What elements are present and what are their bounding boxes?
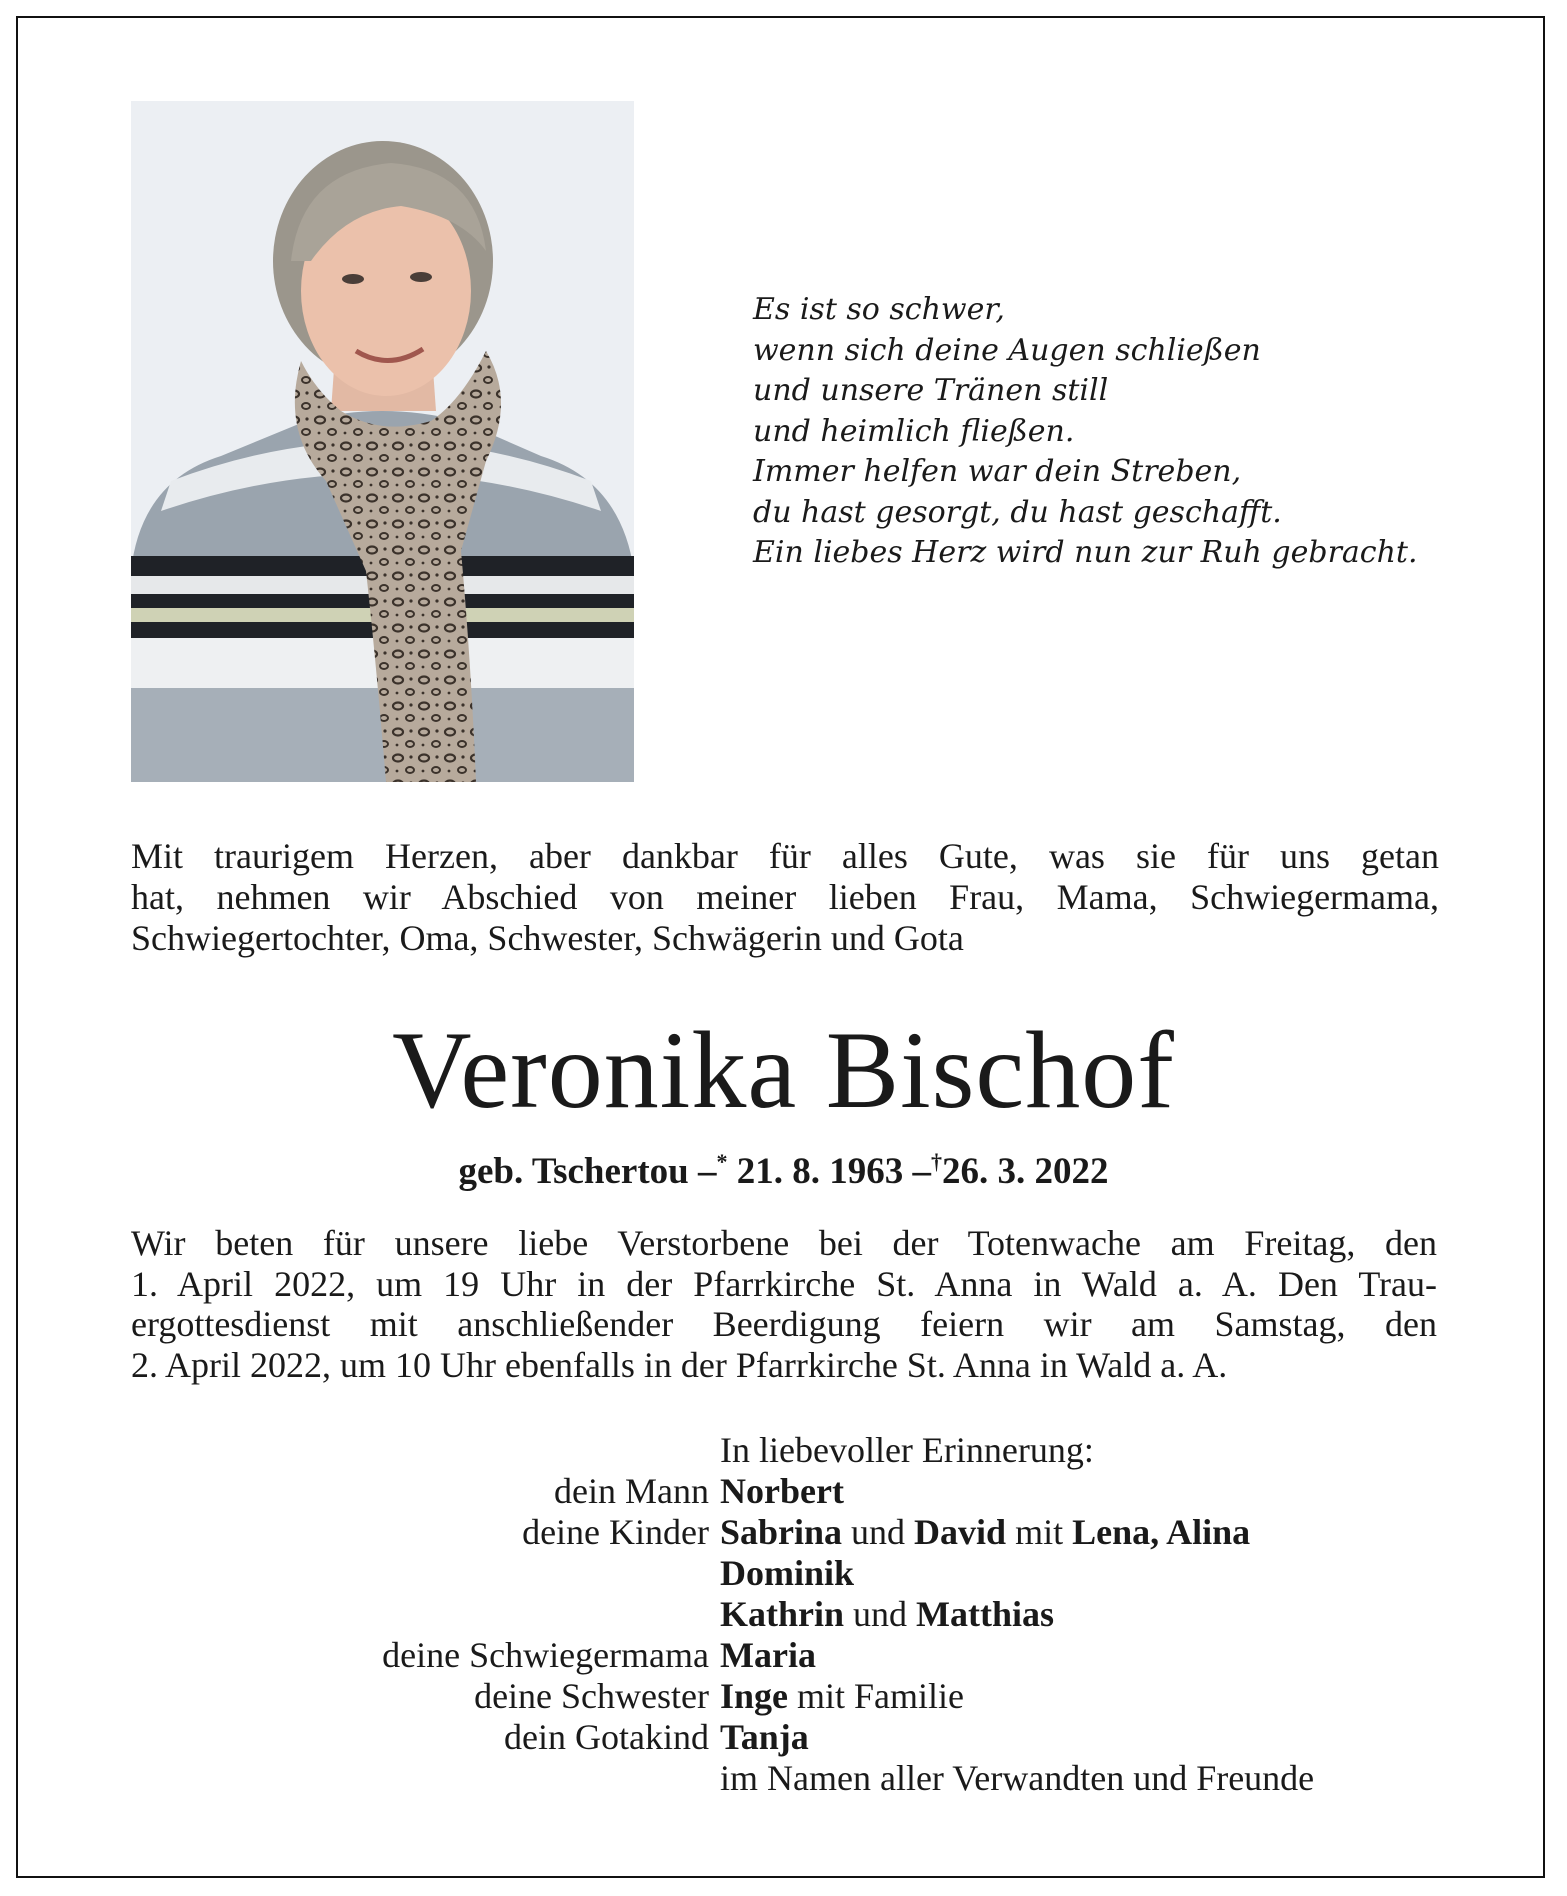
- mourner-relation: deine Schwiegermama: [382, 1635, 709, 1675]
- maiden-name: geb. Tschertou: [458, 1151, 689, 1192]
- mourner-row: [0, 1635, 1567, 1676]
- mourner-name: Dominik: [720, 1553, 855, 1593]
- mourners-rows: [0, 1471, 1567, 1799]
- mourner-names: [720, 1553, 854, 1594]
- mourner-relation: dein Mann: [554, 1471, 709, 1511]
- service-line: 2. April 2022, um 10 Uhr ebenfalls in der Pfarrkirche St. Anna in Wald a. A.: [131, 1344, 1228, 1385]
- mourner-names: [720, 1594, 1054, 1635]
- mourner-names: [720, 1676, 964, 1717]
- mourner-name: Maria: [720, 1635, 816, 1675]
- death-date: 26. 3. 2022: [942, 1151, 1109, 1192]
- mourner-connector: mit Familie: [788, 1676, 965, 1716]
- mourner-row: [0, 1594, 1567, 1635]
- mourner-name: Lena, Alina: [1072, 1512, 1251, 1552]
- mourner-name: Tanja: [720, 1717, 809, 1757]
- mourners-heading: In liebevoller Erinnerung:: [720, 1430, 1094, 1470]
- mourner-row: [0, 1512, 1567, 1553]
- deceased-name: Veronika Bischof: [392, 1009, 1175, 1131]
- mourner-row: [0, 1758, 1567, 1799]
- dash: –: [912, 1151, 931, 1192]
- poem-line: und unsere Tränen still: [753, 373, 1109, 408]
- birth-symbol: *: [716, 1149, 728, 1174]
- mourner-connector: und: [844, 1594, 917, 1634]
- service-text: [131, 1223, 1437, 1385]
- poem-line: Es ist so schwer,: [753, 292, 1005, 327]
- mourner-name: Inge: [720, 1676, 789, 1716]
- poem-line: du hast gesorgt, du hast geschafft.: [753, 494, 1282, 530]
- birth-date: 21. 8. 1963: [736, 1151, 904, 1192]
- mourner-relation: deine Kinder: [522, 1512, 709, 1552]
- mourner-name: Sabrina: [720, 1512, 843, 1552]
- mourner-names: [720, 1512, 1250, 1553]
- service-line: ergottesdienst mit anschließender Beerdigung feiern wir am Samstag, den: [131, 1304, 1437, 1344]
- mourner-row: [0, 1471, 1567, 1512]
- mourner-name: David: [914, 1512, 1007, 1552]
- life-dates: [0, 1140, 1567, 1194]
- intro-line: Mit traurigem Herzen, aber dankbar für alles Gute, was sie für uns getan: [131, 836, 1439, 876]
- mourner-names: [720, 1635, 816, 1676]
- service-line: 1. April 2022, um 19 Uhr in der Pfarrkirche St. Anna in Wald a. A. Den Trau-: [131, 1263, 1437, 1304]
- mourner-relation: dein Gotakind: [504, 1717, 709, 1757]
- poem-line: wenn sich deine Augen schließen: [753, 332, 1261, 368]
- mourner-relation: deine Schwester: [474, 1676, 709, 1716]
- intro-line: Schwiegertochter, Oma, Schwester, Schwägerin und Gota: [131, 918, 964, 958]
- portrait-image: [131, 101, 634, 782]
- mourner-row: [0, 1553, 1567, 1594]
- portrait-photo: [131, 101, 634, 782]
- mourner-names: [720, 1471, 844, 1512]
- poem: [753, 290, 1418, 574]
- service-line: Wir beten für unsere liebe Verstorbene bei der Totenwache am Freitag, den: [131, 1223, 1437, 1263]
- mourner-connector: und: [842, 1512, 915, 1552]
- poem-line: Ein liebes Herz wird nun zur Ruh gebracht.: [753, 535, 1418, 570]
- mourner-name: Norbert: [720, 1471, 844, 1511]
- mourner-name: Kathrin: [720, 1594, 845, 1634]
- intro-line: hat, nehmen wir Abschied von meiner lieben Frau, Mama, Schwiegermama,: [131, 877, 1439, 917]
- mourner-connector: im Namen aller Verwandten und Freunde: [720, 1758, 1315, 1798]
- poem-line: Immer helfen war dein Streben,: [753, 454, 1242, 489]
- mourner-connector: mit: [1006, 1512, 1073, 1552]
- dash: –: [698, 1151, 717, 1192]
- mourner-names: [720, 1758, 1314, 1799]
- poem-line: und heimlich fließen.: [753, 413, 1075, 449]
- mourner-name: Matthias: [916, 1594, 1055, 1634]
- death-symbol: †: [931, 1149, 942, 1174]
- intro-text: [131, 836, 1439, 959]
- mourner-row: [0, 1676, 1567, 1717]
- mourners-heading-row: [0, 1430, 1567, 1471]
- mourner-row: [0, 1717, 1567, 1758]
- mourners-list: [0, 1430, 1567, 1799]
- mourner-names: [720, 1717, 809, 1758]
